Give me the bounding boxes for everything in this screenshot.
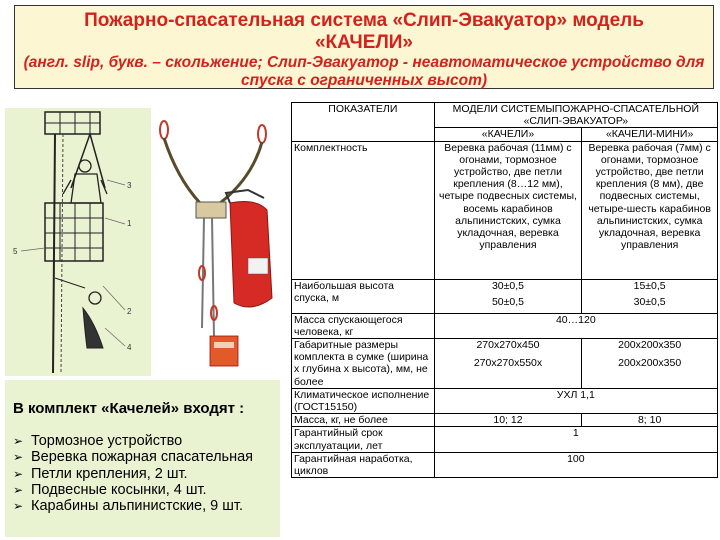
table-cell-line: 30±0,5 [491, 279, 524, 292]
bullet-arrow-icon: ➢ [13, 499, 24, 514]
table-cell-value [434, 279, 582, 313]
table-cell-label: Гарантийный срок эксплуатации, лет [292, 427, 435, 452]
list-item [13, 498, 272, 514]
list-item [13, 449, 272, 465]
table-row [292, 313, 718, 338]
table-cell-line: 200х200х350 [618, 339, 682, 352]
table-cell-line: 30±0,5 [633, 295, 666, 308]
bullet-arrow-icon: ➢ [13, 450, 24, 465]
table-header-model-a: «КАЧЕЛИ» [434, 128, 582, 141]
table-cell-label: Гарантийная наработка, циклов [292, 452, 435, 477]
table-cell-value: 1 [434, 427, 717, 452]
list-item-text: Подвесные косынки, 4 шт. [31, 481, 207, 498]
spec-table [291, 102, 718, 478]
kit-contents-list [13, 433, 272, 514]
table-cell-line: 270х270х450 [476, 339, 540, 352]
table-cell-label: Масса спускающегося человека, кг [292, 313, 435, 338]
product-photo [152, 98, 277, 380]
table-row [292, 427, 718, 452]
bullet-arrow-icon: ➢ [13, 434, 24, 448]
diagram-label-1: 1 [127, 219, 132, 228]
list-item [13, 433, 272, 449]
diagram-label-4: 4 [127, 343, 132, 352]
table-row [292, 452, 718, 477]
bullet-arrow-icon: ➢ [13, 466, 24, 481]
table-cell-line: 50±0,5 [491, 295, 524, 308]
list-item-text: Тормозное устройство [31, 433, 183, 449]
table-cell-line: 200х200х350 [618, 357, 682, 370]
table-cell-label: Наибольшая высота спуска, м [292, 279, 435, 313]
table-header-indicators: ПОКАЗАТЕЛИ [292, 103, 435, 142]
list-item-text: Петли крепления, 2 шт. [31, 465, 188, 482]
table-cell-value [434, 339, 582, 389]
table-header-model-b: «КАЧЕЛИ-МИНИ» [582, 128, 718, 141]
kit-contents-panel [5, 380, 280, 537]
list-item [13, 482, 272, 498]
table-cell-value: 8; 10 [582, 414, 718, 427]
table-cell-value: 40…120 [434, 313, 717, 338]
table-cell-value: Веревка рабочая (7мм) с огонами, тормозное устройство, две петли крепления (8 мм), две подвесных системы, четыре-шесть карабинов альпинистских, сумка укладочная, веревка управления [582, 141, 718, 279]
table-row [292, 388, 718, 413]
table-row [292, 141, 718, 279]
rescue-diagram [5, 108, 151, 376]
table-cell-line: 270х270х550х [473, 357, 543, 370]
title-banner [14, 5, 714, 89]
table-cell-line: 15±0,5 [633, 279, 666, 292]
bullet-arrow-icon: ➢ [13, 482, 24, 497]
table-cell-value: 10; 12 [434, 414, 582, 427]
table-cell-label: Габаритные размеры комплекта в сумке (ширина х глубина х высота), мм, не более [292, 339, 435, 389]
page-subtitle-line2: спуска с ограниченных высот) [240, 72, 488, 89]
list-item [13, 466, 272, 482]
table-header-models: МОДЕЛИ СИСТЕМЫПОЖАРНО-СПАСАТЕЛЬНОЙ «СЛИП-ЭВАКУАТОР» [434, 103, 717, 128]
table-row [292, 279, 718, 313]
diagram-label-5: 5 [13, 247, 18, 256]
table-cell-value [582, 339, 718, 389]
table-cell-value: УХЛ 1,1 [434, 388, 717, 413]
diagram-label-2: 2 [127, 307, 132, 316]
table-cell-value: 100 [434, 452, 717, 477]
rescue-diagram-drawing [5, 108, 151, 376]
table-row [292, 103, 718, 128]
page-title-line2: «КАЧЕЛИ» [314, 32, 413, 53]
product-photo-drawing [152, 98, 277, 380]
page-subtitle-line1: (англ. slip, букв. – скольжение; Слип-Эвакуатор - неавтоматическое устройство для [23, 54, 705, 71]
table-cell-label: Комплектность [292, 141, 435, 279]
kit-contents-title: В комплект «Качелей» входят : [13, 400, 245, 417]
page-title-line1: Пожарно-спасательная система «Слип-Эвакуатор» модель [84, 10, 644, 31]
table-cell-label: Масса, кг, не более [292, 414, 435, 427]
table-cell-value [582, 279, 718, 313]
diagram-label-3: 3 [127, 181, 132, 190]
list-item-text: Карабины альпинистские, 9 шт. [31, 498, 243, 515]
list-item-text: Веревка пожарная спасательная [31, 449, 254, 466]
table-cell-label: Климатическое исполнение (ГОСТ15150) [292, 388, 435, 413]
table-row [292, 414, 718, 427]
table-row [292, 339, 718, 389]
table-cell-value: Веревка рабочая (11мм) с огонами, тормозное устройство, две петли крепления (8…12 мм), четыре подвесных системы, восемь карабинов альпинистских, сумка укладочная, веревка управления [434, 141, 582, 279]
